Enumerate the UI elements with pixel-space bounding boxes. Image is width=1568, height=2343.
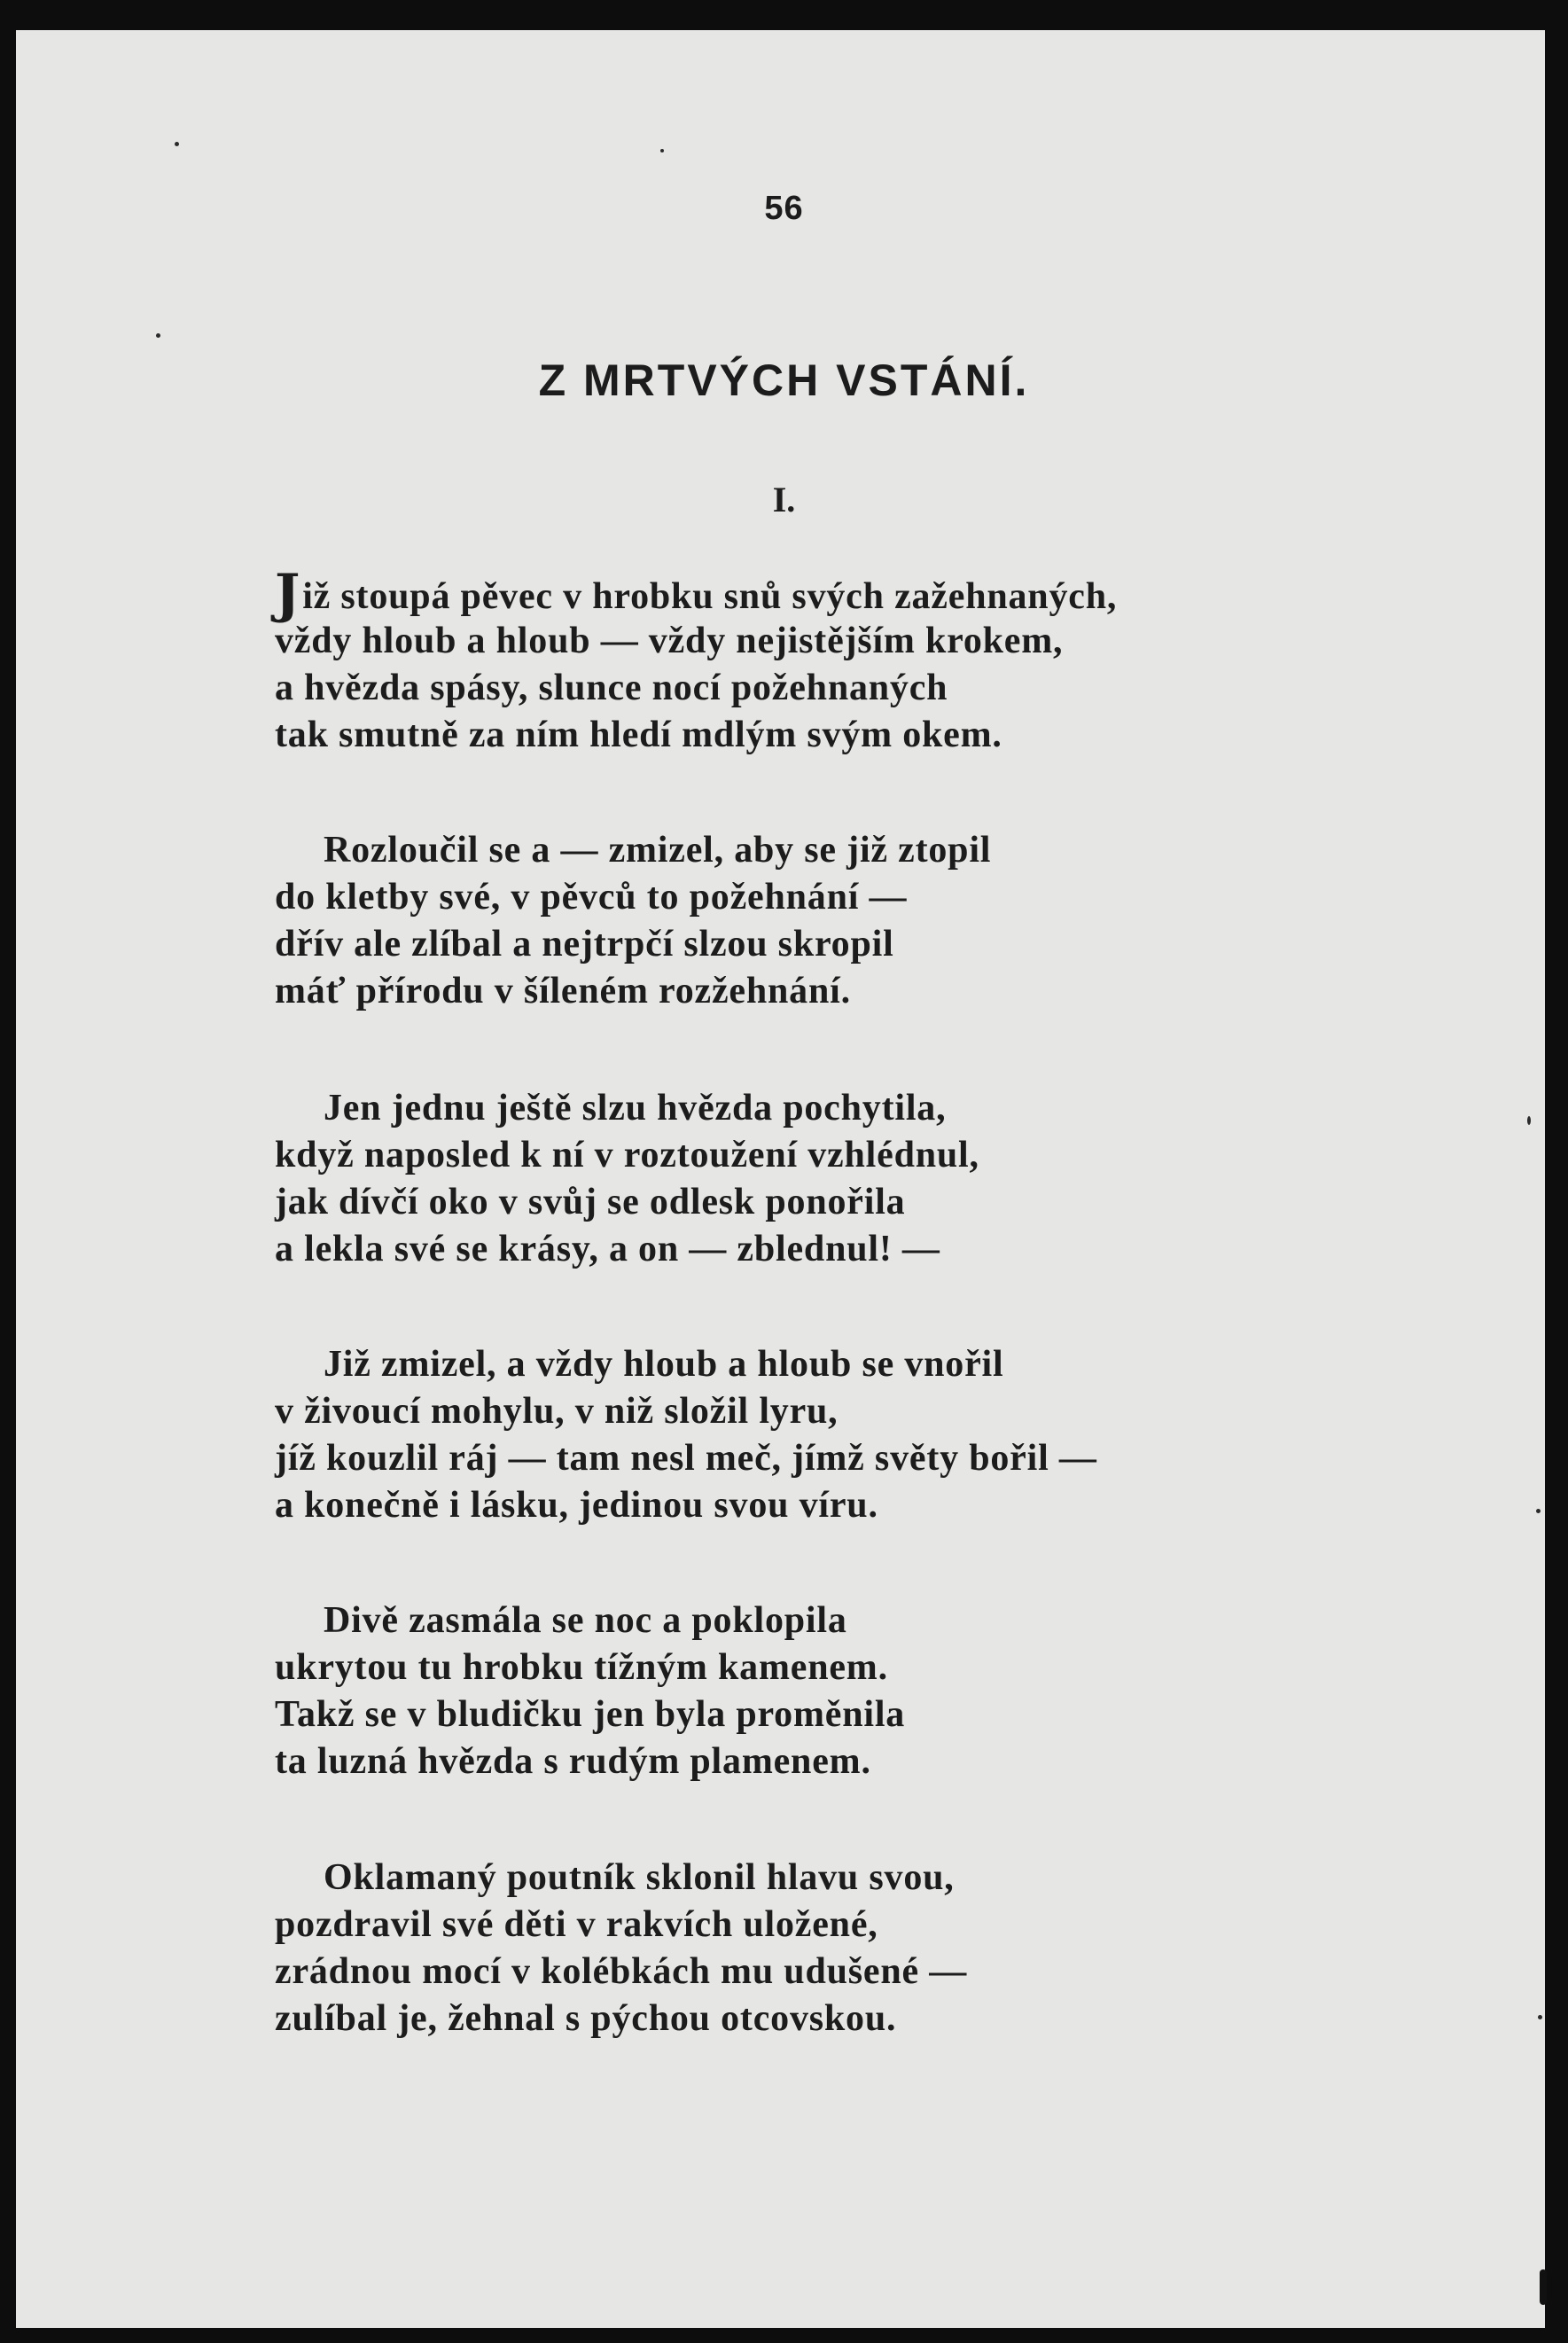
scan-speck — [1538, 2015, 1542, 2019]
verse-line: pozdravil své děti v rakvích uložené, — [275, 1904, 878, 1945]
scan-speck — [1527, 1116, 1531, 1125]
verse-line: Takž se v bludičku jen byla proměnila — [275, 1694, 906, 1735]
verse-line: Rozloučil se a — zmizel, aby se již ztopil — [324, 830, 992, 871]
verse-line — [275, 563, 1427, 625]
verse-line: máť přírodu v šíleném rozžehnání. — [275, 971, 851, 1011]
stanza-3 — [275, 1085, 1427, 1273]
stanza-4 — [275, 1341, 1427, 1529]
verse-line: Již zmizel, a vždy hloub a hloub se vnořil — [324, 1344, 1004, 1385]
verse-line: vždy hloub a hloub — vždy nejistějším krokem, — [275, 621, 1064, 661]
verse-text: iž stoupá pěvec v hrobku snů svých zažehnaných, — [302, 576, 1118, 617]
verse-line: ta luzná hvězda s rudým plamenem. — [275, 1741, 871, 1782]
poem-title: Z MRTVÝCH VSTÁNÍ. — [538, 355, 1030, 405]
scan-speck — [660, 149, 664, 152]
verse-line: dřív ale zlíbal a nejtrpčí slzou skropil — [275, 924, 894, 965]
section-number: I. — [772, 480, 796, 519]
verse-line: tak smutně za ním hledí mdlým svým okem. — [275, 715, 1002, 755]
verse-line: Divě zasmála se noc a poklopila — [324, 1600, 847, 1641]
drop-initial-letter: J — [275, 563, 301, 625]
stanza-6 — [275, 1855, 1427, 2042]
scan-edge-mark — [1540, 2269, 1547, 2305]
verse-line: zulíbal je, žehnal s pýchou otcovskou. — [275, 1998, 897, 2039]
verse-line: když naposled k ní v roztoužení vzhlédnul, — [275, 1135, 979, 1175]
verse-line: a hvězda spásy, slunce nocí požehnaných — [275, 668, 948, 708]
verse-line: jíž kouzlil ráj — tam nesl meč, jímž světy bořil — — [275, 1438, 1097, 1479]
verse-line: ukrytou tu hrobku tížným kamenem. — [275, 1647, 888, 1688]
scan-speck — [1536, 1509, 1541, 1513]
verse-line: zrádnou mocí v kolébkách mu udušené — — [275, 1951, 968, 1992]
verse-line: a konečně i lásku, jedinou svou víru. — [275, 1485, 878, 1526]
verse-line: a lekla své se krásy, a on — zblednul! — — [275, 1229, 940, 1269]
verse-line: Jen jednu ještě slzu hvězda pochytila, — [324, 1088, 947, 1129]
scan-speck — [175, 142, 179, 146]
stanza-5 — [275, 1597, 1427, 1785]
verse-line: v živoucí mohylu, v niž složil lyru, — [275, 1391, 839, 1432]
page-number: 56 — [764, 190, 804, 227]
scan-speck — [156, 333, 160, 338]
verse-line: Oklamaný poutník sklonil hlavu svou, — [324, 1857, 955, 1898]
stanza-2 — [275, 827, 1427, 1015]
verse-line: jak dívčí oko v svůj se odlesk ponořila — [275, 1182, 906, 1222]
verse-line: do kletby své, v pěvců to požehnání — — [275, 877, 908, 918]
stanza-1 — [275, 563, 1427, 759]
